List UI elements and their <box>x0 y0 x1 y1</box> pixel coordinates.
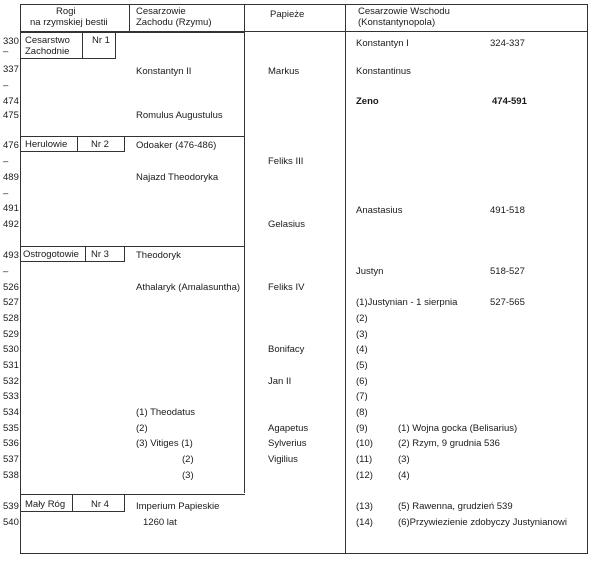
horn4-box-bottom <box>20 511 125 512</box>
col-sep-popes <box>244 4 245 493</box>
horn3-box-right <box>85 246 86 261</box>
east-emperor-entry: (10) <box>356 438 373 449</box>
year-label: 530 <box>3 344 19 355</box>
col-sep-years <box>20 4 21 554</box>
west-emperor-entry: (3) Vitiges (1) <box>136 438 193 449</box>
header-col2-line1: Cesarzowie <box>136 6 186 17</box>
east-emperor-entry: Anastasius <box>356 205 403 216</box>
horn2-name: Herulowie <box>25 139 68 150</box>
pope-entry: Vigilius <box>268 454 298 465</box>
horn1-box-right <box>82 32 83 58</box>
east-emperor-entry: (3) <box>356 329 368 340</box>
east-emperor-entry: (3) <box>398 454 410 465</box>
pope-entry: Jan II <box>268 376 292 387</box>
pope-entry: Feliks IV <box>268 282 305 293</box>
horn2-box-right2 <box>124 136 125 151</box>
horn3-nr: Nr 3 <box>91 249 109 260</box>
year-label: 527 <box>3 297 19 308</box>
year-label: 491 <box>3 203 19 214</box>
east-emperor-entry: (4) <box>398 470 410 481</box>
table-bottom-border <box>20 553 588 554</box>
right-border <box>587 4 588 554</box>
pope-entry: Markus <box>268 66 300 77</box>
header-col2-line2: Zachodu (Rzymu) <box>136 17 212 28</box>
east-emperor-entry: (4) <box>356 344 368 355</box>
year-label: 534 <box>3 407 19 418</box>
east-emperor-entry: (5) Rawenna, grudzień 539 <box>398 501 513 512</box>
year-label: – <box>3 188 9 199</box>
west-emperor-entry: 1260 lat <box>143 517 177 528</box>
pope-entry: Sylverius <box>268 438 307 449</box>
year-label: 330 <box>3 36 19 47</box>
east-emperor-entry: 491-518 <box>490 205 525 216</box>
east-emperor-entry: (6)Przywiezienie zdobyczy Justynianowi <box>398 517 567 528</box>
horn2-top <box>20 136 245 137</box>
horn1-top <box>20 32 245 33</box>
east-emperor-entry: 527-565 <box>490 297 525 308</box>
header-col3: Papieże <box>270 9 305 20</box>
west-emperor-entry: (3) <box>182 470 194 481</box>
east-emperor-entry: (11) <box>356 454 373 465</box>
horn3-top <box>20 246 245 247</box>
year-label: 535 <box>3 423 19 434</box>
year-label: 475 <box>3 110 19 121</box>
year-label: 538 <box>3 470 19 481</box>
east-emperor-entry: (5) <box>356 360 368 371</box>
east-emperor-entry: (2) <box>356 313 368 324</box>
year-label: 533 <box>3 391 19 402</box>
horn2-box-bottom <box>20 151 125 152</box>
year-label: 536 <box>3 438 19 449</box>
west-emperor-entry: Konstantyn II <box>136 66 192 77</box>
west-emperor-entry: Athalaryk (Amalasuntha) <box>136 282 241 293</box>
year-label: 529 <box>3 329 19 340</box>
col-sep-west <box>129 4 130 32</box>
west-emperor-entry: Theodoryk <box>136 250 181 261</box>
horn2-box-right <box>77 136 78 151</box>
horn2-nr: Nr 2 <box>91 139 109 150</box>
horn1-box-right2 <box>115 32 116 58</box>
header-col4-line1: Cesarzowie Wschodu <box>358 6 450 17</box>
horn3-box-right2 <box>124 246 125 261</box>
horn4-top <box>20 494 245 495</box>
header-col1-line1: Rogi <box>56 6 76 17</box>
pope-entry: Agapetus <box>268 423 309 434</box>
year-label: 493 <box>3 250 19 261</box>
header-col4-line2: (Konstantynopola) <box>358 17 436 28</box>
pope-entry: Feliks III <box>268 156 304 167</box>
horn4-nr: Nr 4 <box>91 499 109 510</box>
year-label: – <box>3 156 9 167</box>
east-emperor-entry: 474-591 <box>492 96 527 107</box>
west-emperor-entry: Najazd Theodoryka <box>136 172 219 183</box>
year-label: 528 <box>3 313 19 324</box>
horn3-name: Ostrogotowie <box>23 249 79 260</box>
west-emperor-entry: Romulus Augustulus <box>136 110 223 121</box>
year-label: – <box>3 46 9 57</box>
east-emperor-entry: (14) <box>356 517 373 528</box>
year-label: 476 <box>3 140 19 151</box>
east-emperor-entry: (1) Wojna gocka (Belisarius) <box>398 423 518 434</box>
header-top-border <box>20 4 588 5</box>
horn4-box-right2 <box>124 494 125 511</box>
col-sep-east <box>345 4 346 554</box>
east-emperor-entry: Konstantinus <box>356 66 411 77</box>
pope-entry: Gelasius <box>268 219 305 230</box>
horn1-name-line2: Zachodnie <box>25 46 70 57</box>
east-emperor-entry: Zeno <box>356 96 379 107</box>
east-emperor-entry: 324-337 <box>490 38 525 49</box>
horn4-name: Mały Róg <box>25 499 66 510</box>
east-emperor-entry: (1)Justynian - 1 sierpnia <box>356 297 458 308</box>
year-label: 337 <box>3 64 19 75</box>
year-label: 539 <box>3 501 19 512</box>
east-emperor-entry: (13) <box>356 501 373 512</box>
horn1-nr: Nr 1 <box>92 35 110 46</box>
year-label: 474 <box>3 96 19 107</box>
west-emperor-entry: (2) <box>136 423 148 434</box>
pope-entry: Bonifacy <box>268 344 305 355</box>
east-emperor-entry: Konstantyn I <box>356 38 409 49</box>
east-emperor-entry: (2) Rzym, 9 grudnia 536 <box>398 438 500 449</box>
west-emperor-entry: Odoaker (476-486) <box>136 140 217 151</box>
east-emperor-entry: (6) <box>356 376 368 387</box>
horn4-box-right <box>72 494 73 511</box>
horn1-box-bottom <box>20 58 116 59</box>
east-emperor-entry: (7) <box>356 391 368 402</box>
year-label: – <box>3 266 9 277</box>
east-emperor-entry: (12) <box>356 470 373 481</box>
west-emperor-entry: Imperium Papieskie <box>136 501 220 512</box>
year-label: 532 <box>3 376 19 387</box>
horn3-box-bottom <box>20 261 125 262</box>
east-emperor-entry: (8) <box>356 407 368 418</box>
east-emperor-entry: (9) <box>356 423 368 434</box>
west-emperor-entry: (1) Theodatus <box>136 407 195 418</box>
west-emperor-entry: (2) <box>182 454 194 465</box>
year-label: 492 <box>3 219 19 230</box>
year-label: 540 <box>3 517 19 528</box>
year-label: 526 <box>3 282 19 293</box>
year-label: 537 <box>3 454 19 465</box>
horn1-name-line1: Cesarstwo <box>25 35 70 46</box>
year-label: 531 <box>3 360 19 371</box>
year-label: 489 <box>3 172 19 183</box>
year-label: – <box>3 80 9 91</box>
header-col1-line2: na rzymskiej bestii <box>30 17 108 28</box>
east-emperor-entry: Justyn <box>356 266 384 277</box>
east-emperor-entry: 518-527 <box>490 266 525 277</box>
